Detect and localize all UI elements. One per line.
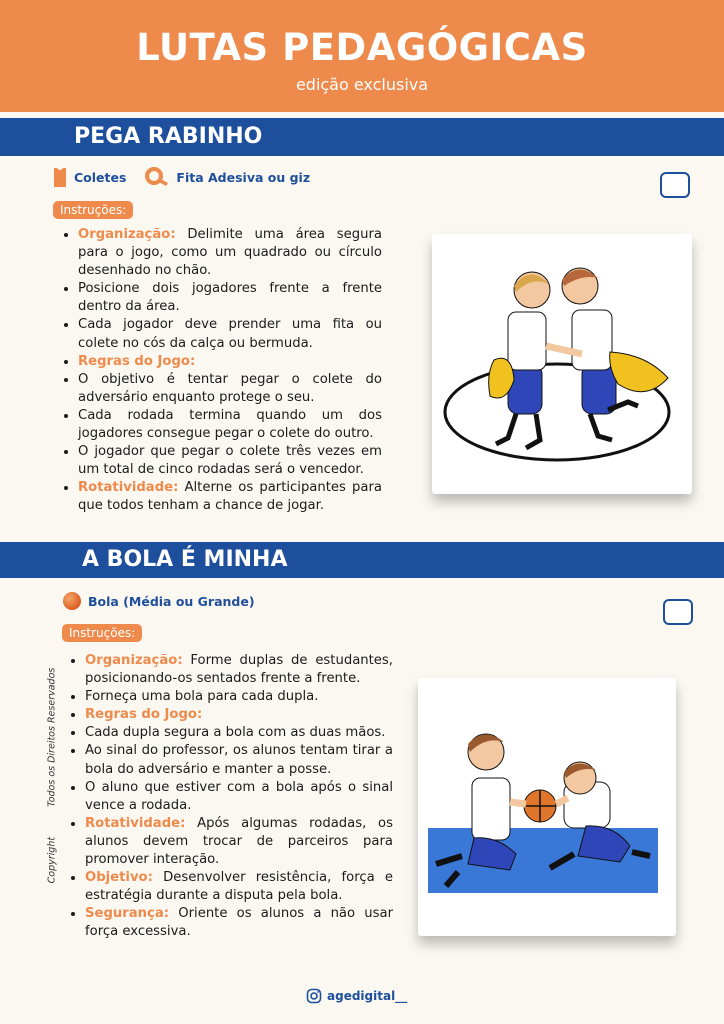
instruction-item — [78, 443, 382, 479]
instruction-highlight: Rotatividade: — [78, 480, 179, 496]
instruction-item — [85, 742, 393, 778]
material-tape-label: Fita Adesiva ou giz — [176, 169, 311, 185]
instruction-item — [85, 706, 393, 724]
instruction-highlight: Regras do Jogo: — [85, 707, 203, 723]
section2-band — [0, 542, 724, 578]
section2-title: A BOLA É MINHA — [82, 547, 288, 572]
instruction-item — [85, 905, 393, 941]
instruction-highlight: Rotatividade: — [85, 815, 186, 831]
section1-band — [0, 118, 724, 156]
instruction-text: Cada dupla segura a bola com as duas mãos. — [85, 725, 386, 741]
page-subtitle: edição exclusiva — [295, 75, 429, 94]
section1-title: PEGA RABINHO — [74, 124, 263, 149]
section1-illustration — [432, 234, 692, 494]
instruction-highlight: Segurança: — [85, 906, 170, 922]
instagram-icon — [306, 988, 322, 1004]
section2-checkbox[interactable] — [663, 599, 693, 625]
tape-icon — [144, 167, 170, 187]
instruction-item — [85, 652, 393, 688]
instruction-item — [85, 869, 393, 905]
copyright-label: Copyright — [46, 836, 58, 884]
section2-instruction-list — [67, 652, 393, 942]
instruction-text: Cada jogador deve prender uma fita ou colete no cós da calça ou bermuda. — [78, 317, 382, 351]
instruction-text: Ao sinal do professor, os alunos tentam tirar a bola do adversário e manter a posse. — [85, 743, 393, 777]
instruction-text: Posicione dois jogadores frente a frente dentro da área. — [78, 281, 382, 315]
instruction-text: O jogador que pegar o colete três vezes em um total de cinco rodadas será o vencedor. — [78, 444, 382, 478]
section2-materials — [62, 591, 255, 611]
instruction-text: Alterne os participantes para que todos tenham a chance de jogar. — [78, 480, 382, 514]
instruction-highlight: Regras do Jogo: — [78, 353, 196, 369]
rights-label: Todos os Direitos Reservados — [46, 667, 58, 807]
instruction-text: O objetivo é tentar pegar o colete do adversário enquanto protege o seu. — [78, 371, 382, 405]
instruction-item — [78, 407, 382, 443]
instruction-text: O aluno que estiver com a bola após o sinal vence a rodada. — [85, 779, 393, 813]
instruction-item — [85, 815, 393, 869]
instruction-text: Após algumas rodadas, os alunos devem trocar de parceiros para promover interação. — [85, 815, 393, 868]
instruction-item — [85, 779, 393, 815]
instruction-text: Oriente os alunos a não usar força excessiva. — [85, 906, 393, 940]
instruction-item — [78, 479, 382, 515]
instruction-highlight: Organização: — [78, 227, 176, 242]
section1-instructions-label: Instruções: — [53, 201, 133, 219]
instruction-text: Forneça uma bola para cada dupla. — [85, 689, 319, 705]
page-header — [0, 0, 724, 112]
pega-rabinho-illustration — [432, 234, 692, 494]
instruction-item — [78, 316, 382, 352]
ball-icon — [62, 591, 82, 611]
section1-checkbox[interactable] — [660, 172, 690, 198]
page-title: LUTAS PEDAGÓGICAS — [136, 26, 588, 69]
footer-social[interactable] — [306, 988, 407, 1004]
material-vest-label: Coletes — [74, 169, 127, 185]
section1-instruction-list — [60, 226, 382, 516]
instruction-highlight: Organização: — [85, 653, 183, 668]
section1-materials — [52, 166, 310, 188]
material-ball-label: Bola (Média ou Grande) — [88, 593, 255, 609]
instruction-item — [78, 371, 382, 407]
vest-icon — [52, 166, 68, 188]
instruction-item — [85, 688, 393, 706]
instruction-text: Delimite uma área segura para o jogo, como um quadrado ou círculo desenhado no chão. — [78, 227, 382, 279]
section2-illustration — [418, 678, 676, 936]
bola-e-minha-illustration — [418, 678, 676, 936]
copyright-notice — [46, 668, 57, 884]
footer-handle[interactable]: agedigital__ — [327, 989, 408, 1003]
instruction-text: Forme duplas de estudantes, posicionando-os sentados frente a frente. — [85, 653, 393, 687]
instruction-item — [78, 353, 382, 371]
section2-instructions-label: Instruções: — [62, 624, 142, 642]
instruction-item — [85, 724, 393, 742]
instruction-item — [78, 280, 382, 316]
instruction-item — [78, 226, 382, 280]
instruction-text: Desenvolver resistência, força e estratégia durante a disputa pela bola. — [85, 870, 393, 904]
instruction-highlight: Objetivo: — [85, 870, 153, 886]
instruction-text: Cada rodada termina quando um dos jogadores consegue pegar o colete do outro. — [78, 407, 382, 442]
